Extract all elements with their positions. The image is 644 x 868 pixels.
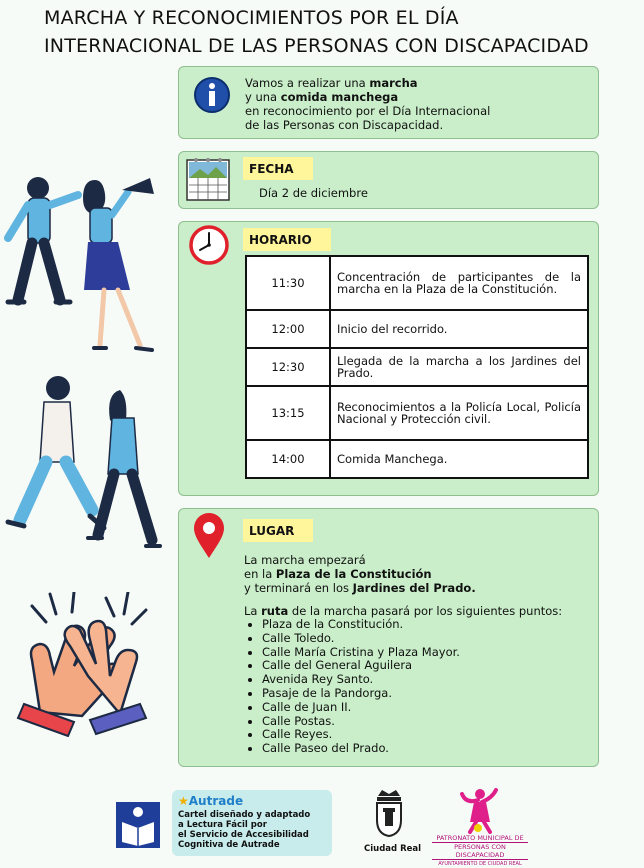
- list-item: • Calle Paseo del Prado.: [262, 742, 460, 756]
- calendar-icon: [184, 155, 232, 203]
- title-line-2: INTERNACIONAL DE LAS PERSONAS CON DISCAPACIDAD: [44, 35, 589, 57]
- schedule-time: 13:15: [246, 386, 330, 440]
- people-walking-illustration: [0, 370, 175, 555]
- table-row: [246, 386, 588, 440]
- lugar-line-1: La marcha empezará: [244, 553, 366, 567]
- autrade-logo: [178, 794, 243, 808]
- route-intro: La ruta de la marcha pasará por los siguientes puntos:: [244, 604, 563, 618]
- list-item: • Calle María Cristina y Plaza Mayor.: [262, 646, 460, 660]
- ciudad-real-label: Ciudad Real: [364, 844, 422, 854]
- schedule-time: 12:30: [246, 348, 330, 386]
- autrade-line-2: a Lectura Fácil por: [178, 820, 267, 830]
- autrade-brand: Autrade: [188, 794, 244, 808]
- intro-line-1: Vamos a realizar una: [245, 76, 370, 90]
- patronato-logo-icon: [456, 788, 500, 834]
- star-icon: ★: [178, 794, 189, 808]
- autrade-line-3: el Servicio de Accesibilidad: [178, 830, 309, 840]
- list-item: • Plaza de la Constitución.: [262, 618, 460, 632]
- patronato-line-2: PERSONAS CON DISCAPACIDAD: [432, 842, 528, 860]
- route-list: [248, 618, 460, 756]
- lugar-text: [244, 553, 476, 595]
- schedule-desc: Inicio del recorrido.: [330, 310, 588, 348]
- patronato-line-3: AYUNTAMIENTO DE CIUDAD REAL: [438, 861, 522, 867]
- fecha-value: Día 2 de diciembre: [259, 186, 368, 200]
- intro-text: [245, 76, 490, 132]
- intro-line-3: en reconocimiento por el Día Internacional: [245, 104, 491, 118]
- schedule-desc: Llegada de la marcha a los Jardines del Prado.: [330, 348, 588, 386]
- table-row: [246, 256, 588, 310]
- clock-icon: [188, 224, 230, 266]
- schedule-time: 11:30: [246, 256, 330, 310]
- patronato-text: [432, 834, 528, 868]
- table-row: [246, 440, 588, 478]
- list-item: • Calle Reyes.: [262, 728, 460, 742]
- list-item: • Calle del General Aguilera: [262, 659, 460, 673]
- autrade-card: [172, 790, 332, 856]
- lugar-line-2: en la: [244, 567, 276, 581]
- location-pin-icon: [192, 512, 226, 560]
- list-item: • Avenida Rey Santo.: [262, 673, 460, 687]
- schedule-desc: Reconocimientos a la Policía Local, Policía Nacional y Protección civil.: [330, 386, 588, 440]
- lugar-label: LUGAR: [243, 519, 313, 542]
- intro-line-4: de las Personas con Discapacidad.: [245, 118, 444, 132]
- horario-label: HORARIO: [243, 228, 331, 251]
- schedule-desc: Concentración de participantes de la marcha en la Plaza de la Constitución.: [330, 256, 588, 310]
- fecha-label: FECHA: [243, 157, 313, 180]
- table-row: [246, 348, 588, 386]
- title-line-1: MARCHA Y RECONOCIMIENTOS POR EL DÍA: [44, 7, 459, 29]
- page-title: [44, 4, 604, 60]
- list-item: • Calle Toledo.: [262, 632, 460, 646]
- autrade-line-4: Cognitiva de Autrade: [178, 840, 280, 850]
- lugar-bold-jardines: Jardines del Prado.: [352, 581, 476, 595]
- schedule-desc: Comida Manchega.: [330, 440, 588, 478]
- autrade-line-1: Cartel diseñado y adaptado: [178, 810, 311, 820]
- route-bold: ruta: [261, 604, 289, 618]
- list-item: • Pasaje de la Pandorga.: [262, 687, 460, 701]
- lugar-line-3: y terminará en los: [244, 581, 353, 595]
- table-row: [246, 310, 588, 348]
- schedule-time: 14:00: [246, 440, 330, 478]
- lugar-bold-plaza: Plaza de la Constitución: [275, 567, 432, 581]
- intro-line-2: y una: [245, 90, 281, 104]
- easy-read-logo: [116, 802, 160, 848]
- list-item: • Calle Postas.: [262, 715, 460, 729]
- list-item: • Calle de Juan II.: [262, 701, 460, 715]
- patronato-line-1: PATRONATO MUNICIPAL DE: [436, 834, 524, 842]
- info-icon: [193, 76, 231, 114]
- schedule-time: 12:00: [246, 310, 330, 348]
- clapping-hands-illustration: [10, 592, 170, 737]
- schedule-table: [245, 255, 589, 479]
- intro-bold-marcha: marcha: [369, 76, 418, 90]
- intro-bold-comida: comida manchega: [280, 90, 399, 104]
- ciudad-real-crest-icon: [372, 788, 406, 838]
- fecha-panel: [178, 151, 599, 209]
- people-megaphone-illustration: [0, 160, 175, 360]
